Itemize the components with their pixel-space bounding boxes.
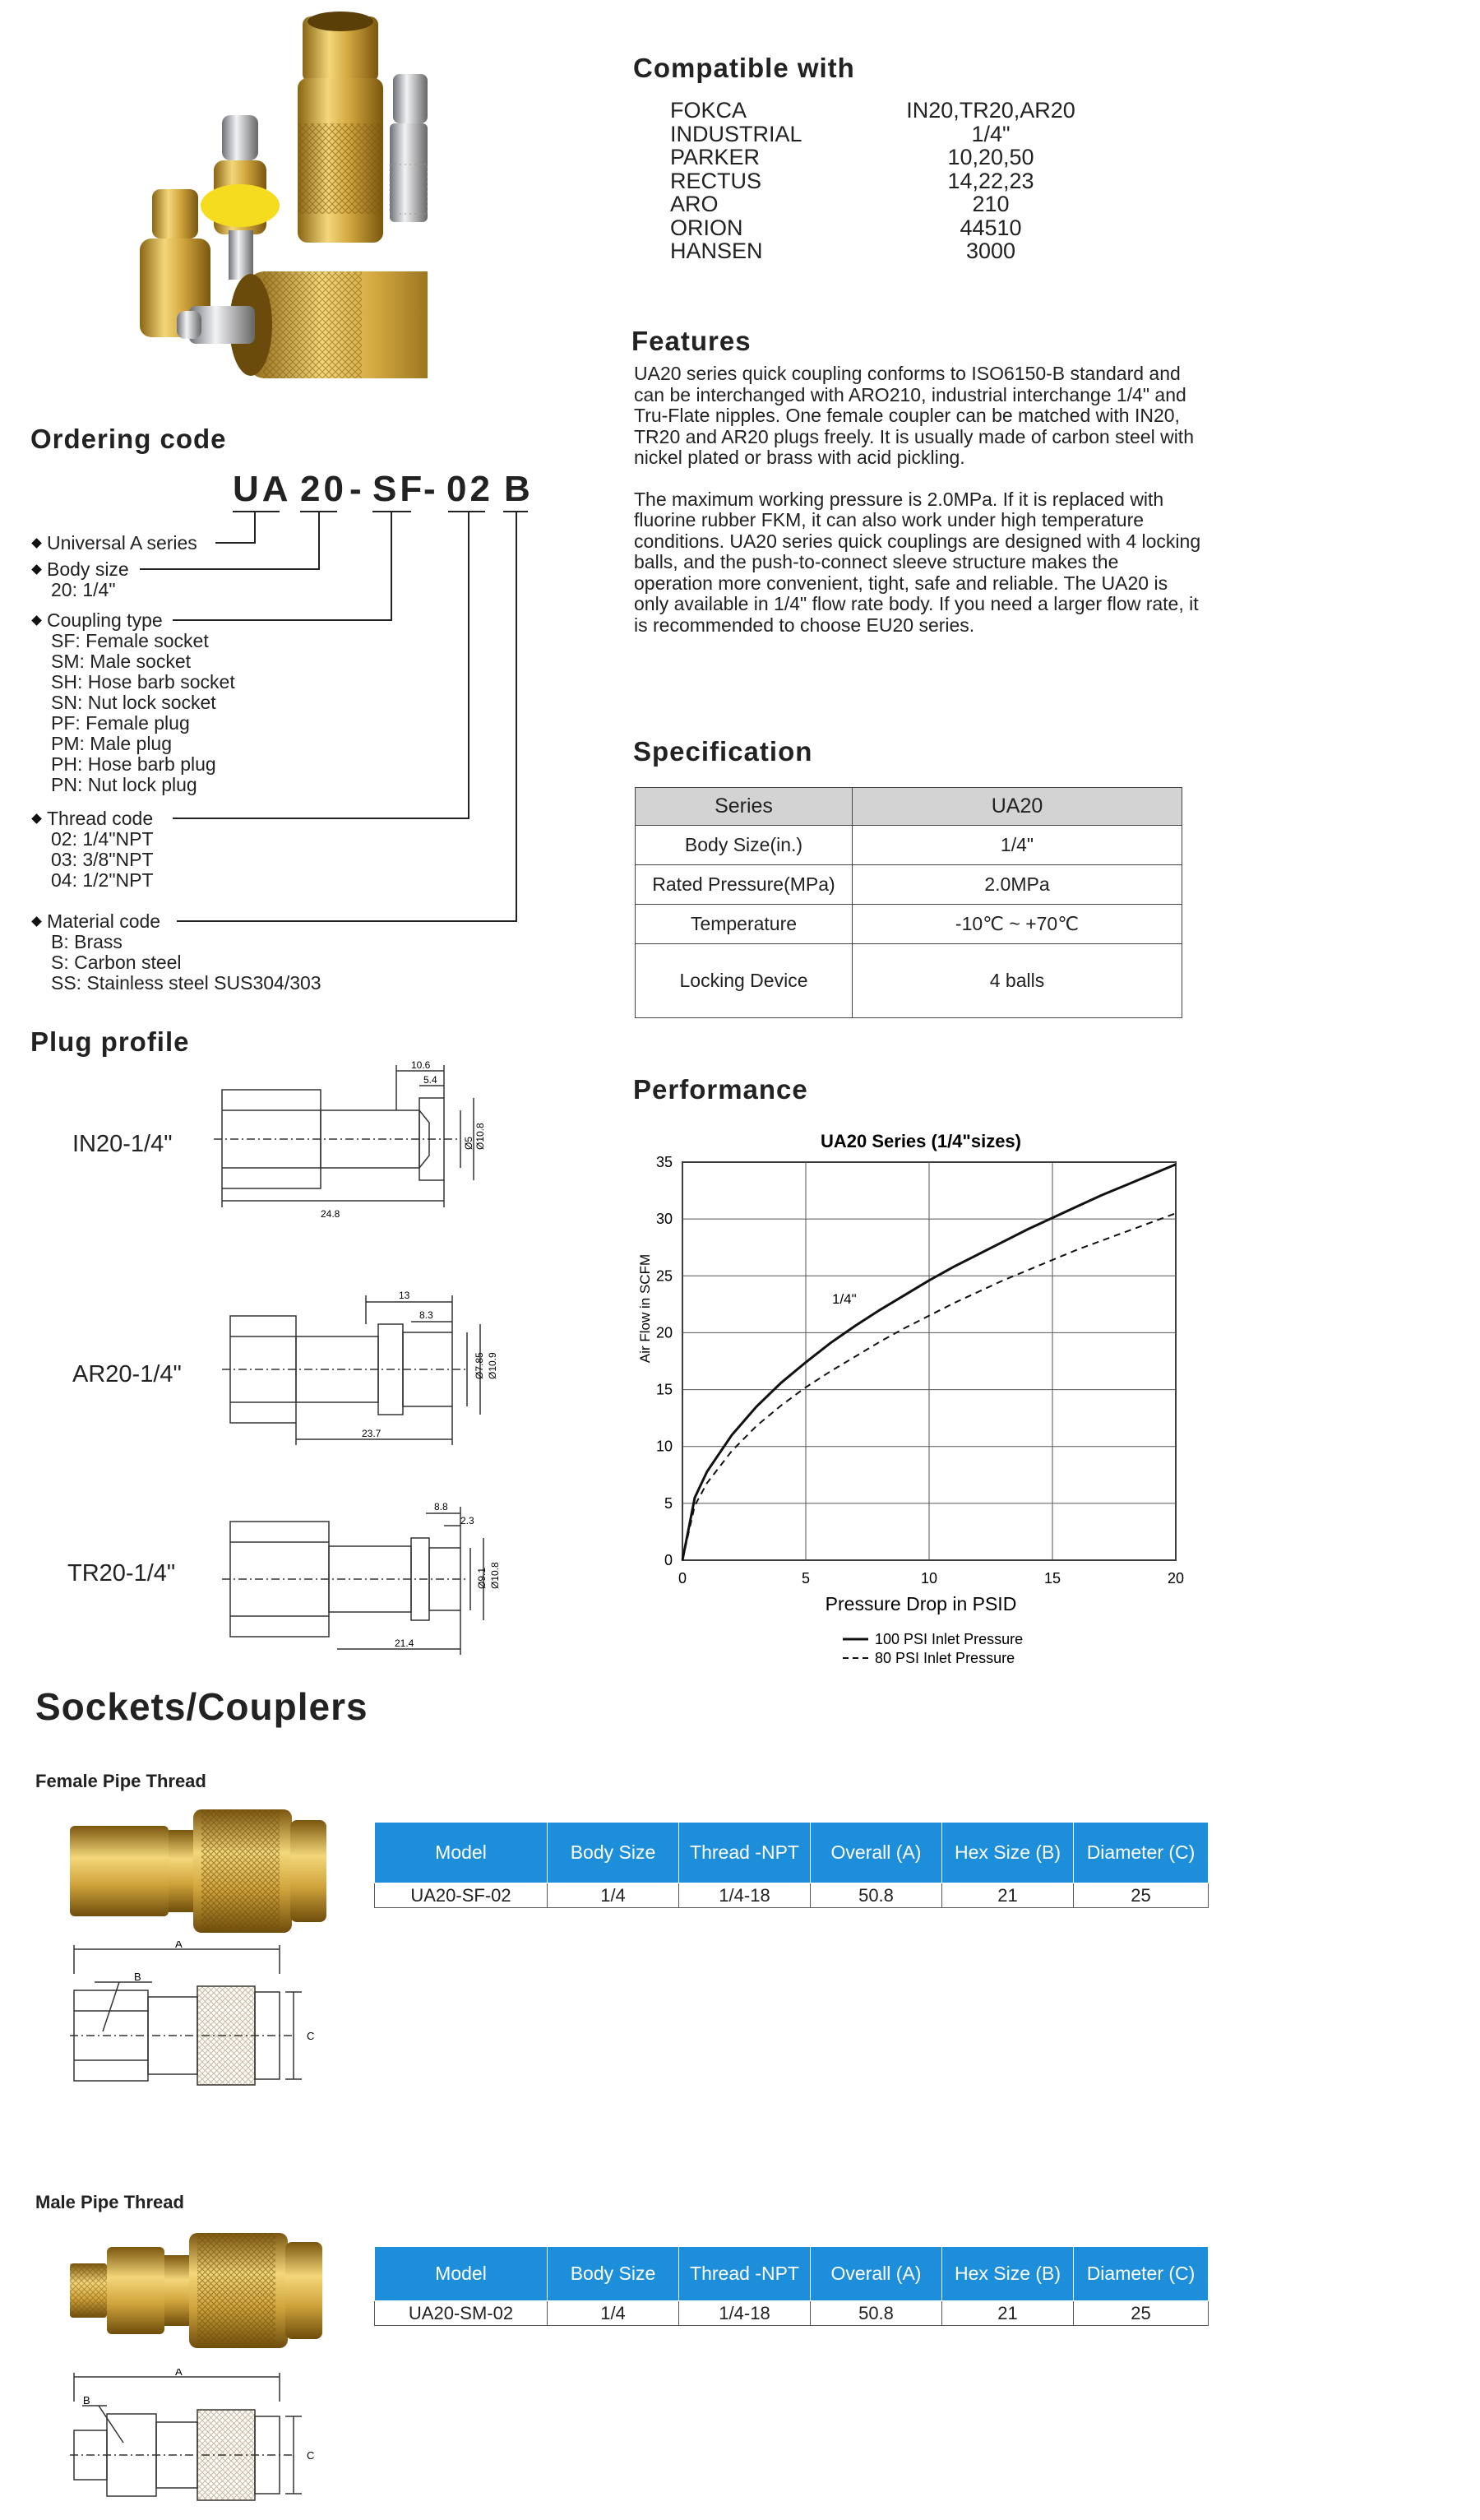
- female-coupler-photo: [70, 1805, 333, 1937]
- chart-annotation: 1/4": [832, 1291, 857, 1307]
- table-cell: UA20-SF-02: [375, 1883, 548, 1908]
- header-cell: Model: [375, 1823, 548, 1883]
- table-cell: 21: [942, 1883, 1074, 1908]
- brand-value: 14,22,23: [947, 168, 1034, 193]
- table-cell: 1/4: [548, 2301, 679, 2326]
- bullet-icon: [31, 564, 42, 575]
- header-cell: Overall (A): [811, 2247, 942, 2301]
- list-item: [670, 216, 1131, 240]
- table-cell: Temperature: [636, 905, 853, 944]
- list-item: SM: Male socket: [51, 651, 191, 672]
- list-item: [670, 146, 1131, 169]
- table-cell: 21: [942, 2301, 1074, 2326]
- female-spec-table: [374, 1822, 1209, 1908]
- plug-drawing-ar20: [222, 1287, 543, 1468]
- brand-name: ORION: [670, 215, 743, 240]
- x-tick-label: 10: [920, 1570, 938, 1587]
- coupling-type-text: Coupling type: [47, 609, 163, 631]
- table-cell: 50.8: [811, 2301, 942, 2326]
- table-row: [636, 944, 1182, 1018]
- list-item: PH: Hose barb plug: [51, 753, 216, 775]
- body-size-text: Body size: [47, 558, 129, 580]
- brand-value: 210: [972, 192, 1010, 216]
- table-cell: UA20-SM-02: [375, 2301, 548, 2326]
- male-coupler-drawing: [70, 2369, 341, 2517]
- chart-title: UA20 Series (1/4"sizes): [820, 1131, 1022, 1151]
- dim-label-c: C: [307, 2030, 315, 2042]
- product-photo: [82, 0, 428, 415]
- header-cell: Diameter (C): [1074, 1823, 1209, 1883]
- table-cell: 25: [1074, 1883, 1209, 1908]
- y-tick-label: 30: [655, 1211, 673, 1228]
- dim-label-a: A: [175, 2369, 183, 2378]
- brand-value: 1/4": [971, 121, 1011, 146]
- dim-label-a: A: [175, 1941, 183, 1950]
- male-spec-table: [374, 2246, 1209, 2326]
- brand-name: INDUSTRIAL: [670, 121, 802, 146]
- legend-entry: 80 PSI Inlet Pressure: [875, 1650, 1015, 1666]
- header-cell: Thread -NPT: [679, 2247, 811, 2301]
- coupling-type-list: [51, 631, 235, 795]
- specification-title: Specification: [633, 736, 813, 767]
- x-tick-label: 0: [678, 1570, 687, 1587]
- dim-label: 23.7: [362, 1428, 382, 1439]
- dim-label: 5.4: [423, 1074, 437, 1086]
- list-item: [670, 169, 1131, 193]
- table-row: [636, 865, 1182, 905]
- plug-drawing-in20: [214, 1061, 534, 1242]
- y-tick-label: 0: [664, 1552, 673, 1568]
- specification-table: [635, 787, 1182, 1018]
- table-header-row: [375, 1823, 1209, 1883]
- sockets-title: Sockets/Couplers: [35, 1685, 368, 1728]
- brand-value: 44510: [960, 215, 1022, 240]
- code-part-type: SF: [372, 469, 426, 509]
- list-item: PN: Nut lock plug: [51, 774, 197, 795]
- table-cell: 1/4-18: [679, 2301, 811, 2326]
- thread-code-label: [33, 808, 153, 829]
- y-tick-label: 5: [664, 1494, 673, 1512]
- dim-label: Ø7.85: [474, 1352, 485, 1379]
- plug-drawing-tr20: [222, 1497, 543, 1678]
- y-tick-label: 10: [655, 1438, 673, 1455]
- plug-label-in20: IN20-1/4": [72, 1131, 173, 1157]
- ordering-code-title: Ordering code: [30, 424, 227, 454]
- male-coupler-photo: [70, 2229, 333, 2352]
- list-item: S: Carbon steel: [51, 952, 182, 973]
- features-body: [634, 364, 1201, 656]
- performance-title: Performance: [633, 1074, 808, 1105]
- brand-name: PARKER: [670, 145, 761, 169]
- brand-value: 3000: [965, 239, 1016, 263]
- compatible-title: Compatible with: [633, 53, 855, 83]
- brand-name: HANSEN: [670, 239, 763, 263]
- coupling-type-label: [33, 610, 163, 631]
- x-tick-label: 5: [801, 1570, 811, 1587]
- features-paragraph-2: The maximum working pressure is 2.0MPa. If it is replaced with fluorine rubber FKM, it can also work under high temperature conditions. UA20 series quick couplings are designed with 4 locking balls, and the push-to-connect sleeve structure makes the operation more convenient, tight, safe and reliable. The UA20 is only available in 1/4" flow rate body. If you need a larger flow rate, it is recommended to choose EU20 series.: [634, 488, 1201, 636]
- performance-chart: [625, 1123, 1200, 1682]
- code-dash-2: -: [423, 469, 439, 509]
- header-cell: Overall (A): [811, 1823, 942, 1883]
- dim-label-c: C: [307, 2449, 315, 2462]
- table-row: [636, 905, 1182, 944]
- body-size-label: [33, 559, 129, 580]
- code-part-thread: 02: [446, 469, 493, 509]
- brand-name: FOKCA: [670, 98, 747, 123]
- dim-label: 24.8: [321, 1208, 340, 1220]
- dim-label: 21.4: [395, 1638, 414, 1649]
- bullet-icon: [31, 813, 42, 824]
- chart-grid: [682, 1162, 1176, 1560]
- y-tick-label: 35: [655, 1154, 673, 1170]
- table-cell: 2.0MPa: [853, 865, 1182, 905]
- table-row: [375, 1883, 1209, 1908]
- y-axis-label: Air Flow in SCFM: [637, 1253, 653, 1364]
- header-cell: Model: [375, 2247, 548, 2301]
- features-paragraph-1: UA20 series quick coupling conforms to ISO6150-B standard and can be interchanged with ARO210, industrial interchange 1/4" and Tru-Flate nipples. One female coupler can be matched with IN20, TR20 and AR20 plugs freely. It is usually made of carbon steel with nickel plated or brass with acid pickling.: [634, 363, 1194, 468]
- header-cell: Series: [636, 788, 853, 826]
- header-cell: Diameter (C): [1074, 2247, 1209, 2301]
- y-tick-label: 15: [655, 1381, 673, 1398]
- plug-profile-title: Plug profile: [30, 1026, 190, 1057]
- features-title: Features: [631, 326, 752, 356]
- list-item: SS: Stainless steel SUS304/303: [51, 972, 321, 994]
- bullet-icon: [31, 615, 42, 626]
- table-cell: 1/4: [548, 1883, 679, 1908]
- dim-label: Ø10.8: [474, 1123, 486, 1150]
- table-cell: 1/4-18: [679, 1883, 811, 1908]
- dim-label: 8.8: [434, 1501, 448, 1512]
- list-item: 03: 3/8"NPT: [51, 849, 154, 870]
- x-tick-label: 20: [1167, 1570, 1185, 1587]
- header-cell: Hex Size (B): [942, 2247, 1074, 2301]
- universal-text: Universal A series: [47, 532, 197, 554]
- female-coupler-drawing: [70, 1941, 341, 2105]
- female-thread-title: Female Pipe Thread: [35, 1771, 206, 1791]
- dim-label: Ø5: [463, 1136, 474, 1150]
- brand-name: RECTUS: [670, 168, 762, 193]
- brand-value: IN20,TR20,AR20: [906, 98, 1075, 123]
- dim-label: 8.3: [419, 1309, 433, 1321]
- dim-label: Ø10.9: [487, 1352, 498, 1379]
- table-cell: 50.8: [811, 1883, 942, 1908]
- list-item: [670, 99, 1131, 123]
- brand-name: ARO: [670, 192, 719, 216]
- male-thread-title: Male Pipe Thread: [35, 2192, 184, 2212]
- list-item: [670, 123, 1131, 146]
- bullet-icon: [31, 538, 42, 549]
- bullet-icon: [31, 916, 42, 927]
- material-code-list: [51, 932, 321, 994]
- header-cell: Body Size: [548, 1823, 679, 1883]
- plug-label-ar20: AR20-1/4": [72, 1361, 182, 1387]
- list-item: SH: Hose barb socket: [51, 671, 235, 693]
- dim-label: Ø9.1: [476, 1567, 488, 1589]
- dim-label-b: B: [83, 2394, 90, 2407]
- dim-label: 13: [399, 1290, 410, 1301]
- ordering-code-example: [233, 469, 562, 510]
- list-item: PM: Male plug: [51, 733, 173, 754]
- code-part-size: 20: [300, 469, 347, 509]
- legend-entry: 100 PSI Inlet Pressure: [875, 1631, 1024, 1647]
- code-dash-1: -: [349, 469, 365, 509]
- header-cell: Hex Size (B): [942, 1823, 1074, 1883]
- thread-code-text: Thread code: [47, 808, 154, 829]
- list-item: 02: 1/4"NPT: [51, 828, 154, 850]
- header-cell: Body Size: [548, 2247, 679, 2301]
- table-header-row: [375, 2247, 1209, 2301]
- list-item: SN: Nut lock socket: [51, 692, 216, 713]
- table-cell: 1/4": [853, 826, 1182, 865]
- table-header-row: [636, 788, 1182, 826]
- code-part-series: UA: [233, 469, 292, 509]
- list-item: SF: Female socket: [51, 630, 209, 651]
- plug-label-tr20: TR20-1/4": [67, 1560, 176, 1587]
- material-code-label: [33, 911, 160, 932]
- x-tick-label: 15: [1043, 1570, 1061, 1587]
- code-part-material: B: [504, 469, 534, 509]
- list-item: B: Brass: [51, 931, 123, 952]
- dim-label: 2.3: [460, 1515, 474, 1526]
- brand-value: 10,20,50: [947, 145, 1034, 169]
- table-cell: 25: [1074, 2301, 1209, 2326]
- header-cell: Thread -NPT: [679, 1823, 811, 1883]
- table-row: [375, 2301, 1209, 2326]
- table-cell: -10℃ ~ +70℃: [853, 905, 1182, 944]
- table-cell: Rated Pressure(MPa): [636, 865, 853, 905]
- list-item: PF: Female plug: [51, 712, 190, 734]
- table-row: [636, 826, 1182, 865]
- table-cell: 4 balls: [853, 944, 1182, 1018]
- list-item: [670, 192, 1131, 216]
- y-tick-label: 25: [655, 1267, 673, 1285]
- dim-label-b: B: [134, 1971, 141, 1983]
- universal-label: [33, 533, 197, 554]
- y-tick-label: 20: [655, 1324, 673, 1341]
- dim-label: 10.6: [411, 1061, 431, 1071]
- thread-code-list: [51, 829, 154, 891]
- list-item: [670, 239, 1131, 263]
- material-code-text: Material code: [47, 910, 161, 932]
- dim-label: Ø10.8: [489, 1562, 501, 1589]
- list-item: 04: 1/2"NPT: [51, 869, 154, 891]
- table-cell: Locking Device: [636, 944, 853, 1018]
- x-axis-label: Pressure Drop in PSID: [825, 1593, 1017, 1614]
- body-size-item: 20: 1/4": [51, 579, 116, 600]
- header-cell: UA20: [853, 788, 1182, 826]
- table-cell: Body Size(in.): [636, 826, 853, 865]
